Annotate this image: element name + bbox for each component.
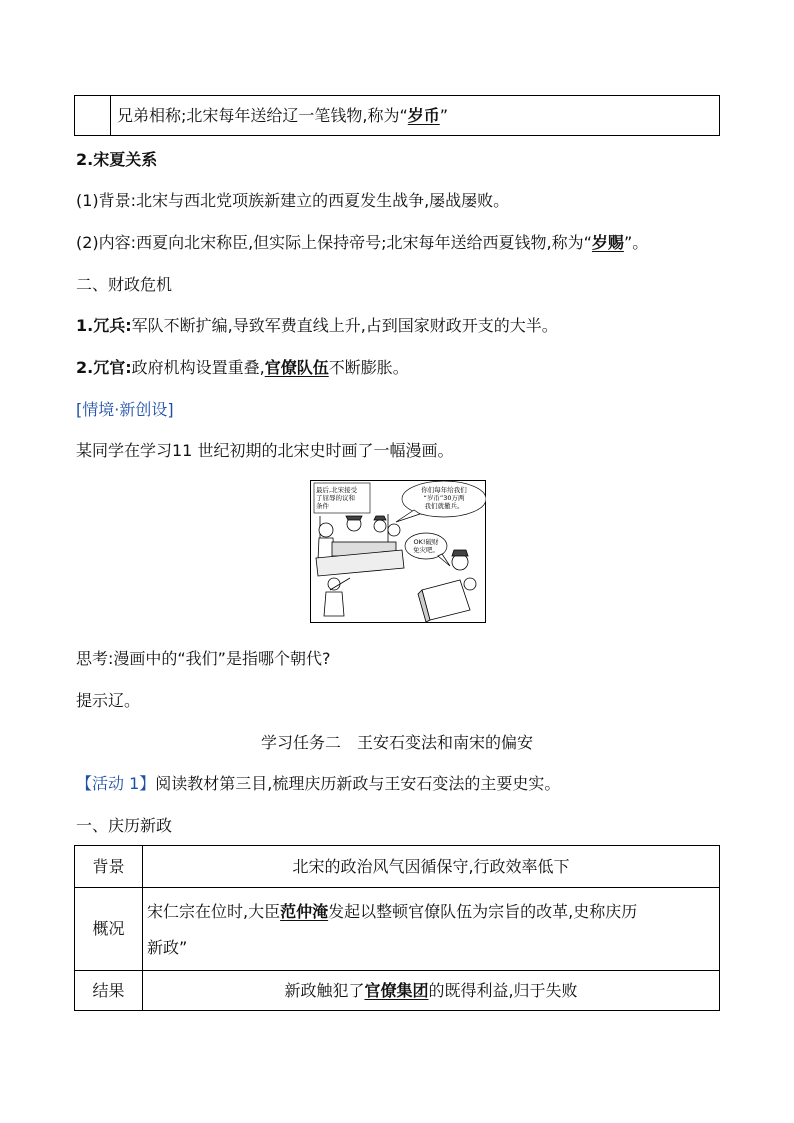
fan-zhongyan-keyword: 范仲淹 bbox=[280, 902, 329, 921]
qingli-value-overview: 宋仁宗在位时,大臣范仲淹发起以整顿官僚队伍为宗旨的改革,史称庆历 新政” bbox=[142, 887, 720, 971]
qingli-label-result: 结果 bbox=[74, 970, 143, 1011]
qingli-label-overview: 概况 bbox=[74, 887, 143, 971]
cartoon-bubble-1-line-1: 最后,北宋接受 bbox=[316, 486, 358, 494]
scenario-question: 思考:漫画中的“我们”是指哪个朝代? bbox=[76, 649, 331, 668]
activity-1: 【活动 1】阅读教材第三目,梳理庆历新政与王安石变法的主要史实。 bbox=[76, 774, 561, 793]
song-xia-background: (1)背景:北宋与西北党项族新建立的西夏发生战争,屡战屡败。 bbox=[76, 191, 510, 210]
cartoon-bubble-2-line-2: “岁币”30万两 bbox=[423, 494, 465, 502]
cartoon-bubble-3-line-1: OK!破财 bbox=[413, 538, 439, 546]
scenario-intro: 某同学在学习11 世纪初期的北宋史时画了一幅漫画。 bbox=[76, 441, 454, 460]
qingli-heading: 一、庆历新政 bbox=[76, 816, 173, 835]
cartoon-bubble-2-line-3: 我们就撤兵。 bbox=[424, 502, 464, 510]
qingli-value-result: 新政触犯了 官僚集团 的既得利益,归于失败 bbox=[142, 970, 720, 1011]
suibi-keyword: 岁币 bbox=[407, 106, 440, 125]
finance-item-1: 1.冗兵:军队不断扩编,导致军费直线上升,占到国家财政开支的大半。 bbox=[76, 316, 558, 335]
cartoon-bubble-1-line-2: 了屈辱的议和 bbox=[316, 494, 355, 502]
qingli-value-background: 北宋的政治风气因循保守,行政效率低下 bbox=[142, 845, 720, 888]
song-xia-heading: 2.宋夏关系 bbox=[76, 150, 158, 169]
guanliao-jituan-keyword: 官僚集团 bbox=[364, 980, 429, 1000]
cartoon-bubble-2-line-1: 你们每年给我们 bbox=[421, 486, 467, 494]
finance-item-2: 2.冗官:政府机构设置重叠,官僚队伍不断膨胀。 bbox=[76, 358, 409, 377]
finance-heading: 二、财政危机 bbox=[76, 275, 173, 294]
suici-keyword: 岁赐 bbox=[591, 233, 624, 252]
cartoon-bubble-1-line-3: 条件 bbox=[316, 502, 329, 510]
task2-title: 学习任务二 王安石变法和南宋的偏安 bbox=[260, 733, 533, 752]
cartoon-illustration bbox=[310, 480, 486, 623]
guanliao-keyword: 官僚队伍 bbox=[264, 358, 329, 377]
qingli-label-background: 背景 bbox=[74, 845, 143, 888]
top-table-right-cell bbox=[110, 95, 720, 136]
top-table-text: 兄弟相称;北宋每年送给辽一笔钱物,称为“岁币” bbox=[117, 106, 449, 125]
scenario-hint: 提示辽。 bbox=[76, 691, 141, 710]
scenario-tag: [情境·新创设] bbox=[76, 400, 174, 419]
song-xia-content: (2)内容:西夏向北宋称臣,但实际上保持帝号;北宋每年送给西夏钱物,称为“岁赐”。 bbox=[76, 233, 649, 252]
top-table-left-cell bbox=[74, 95, 111, 136]
cartoon-bubble-3-line-2: 免灾吧。 bbox=[413, 546, 439, 554]
